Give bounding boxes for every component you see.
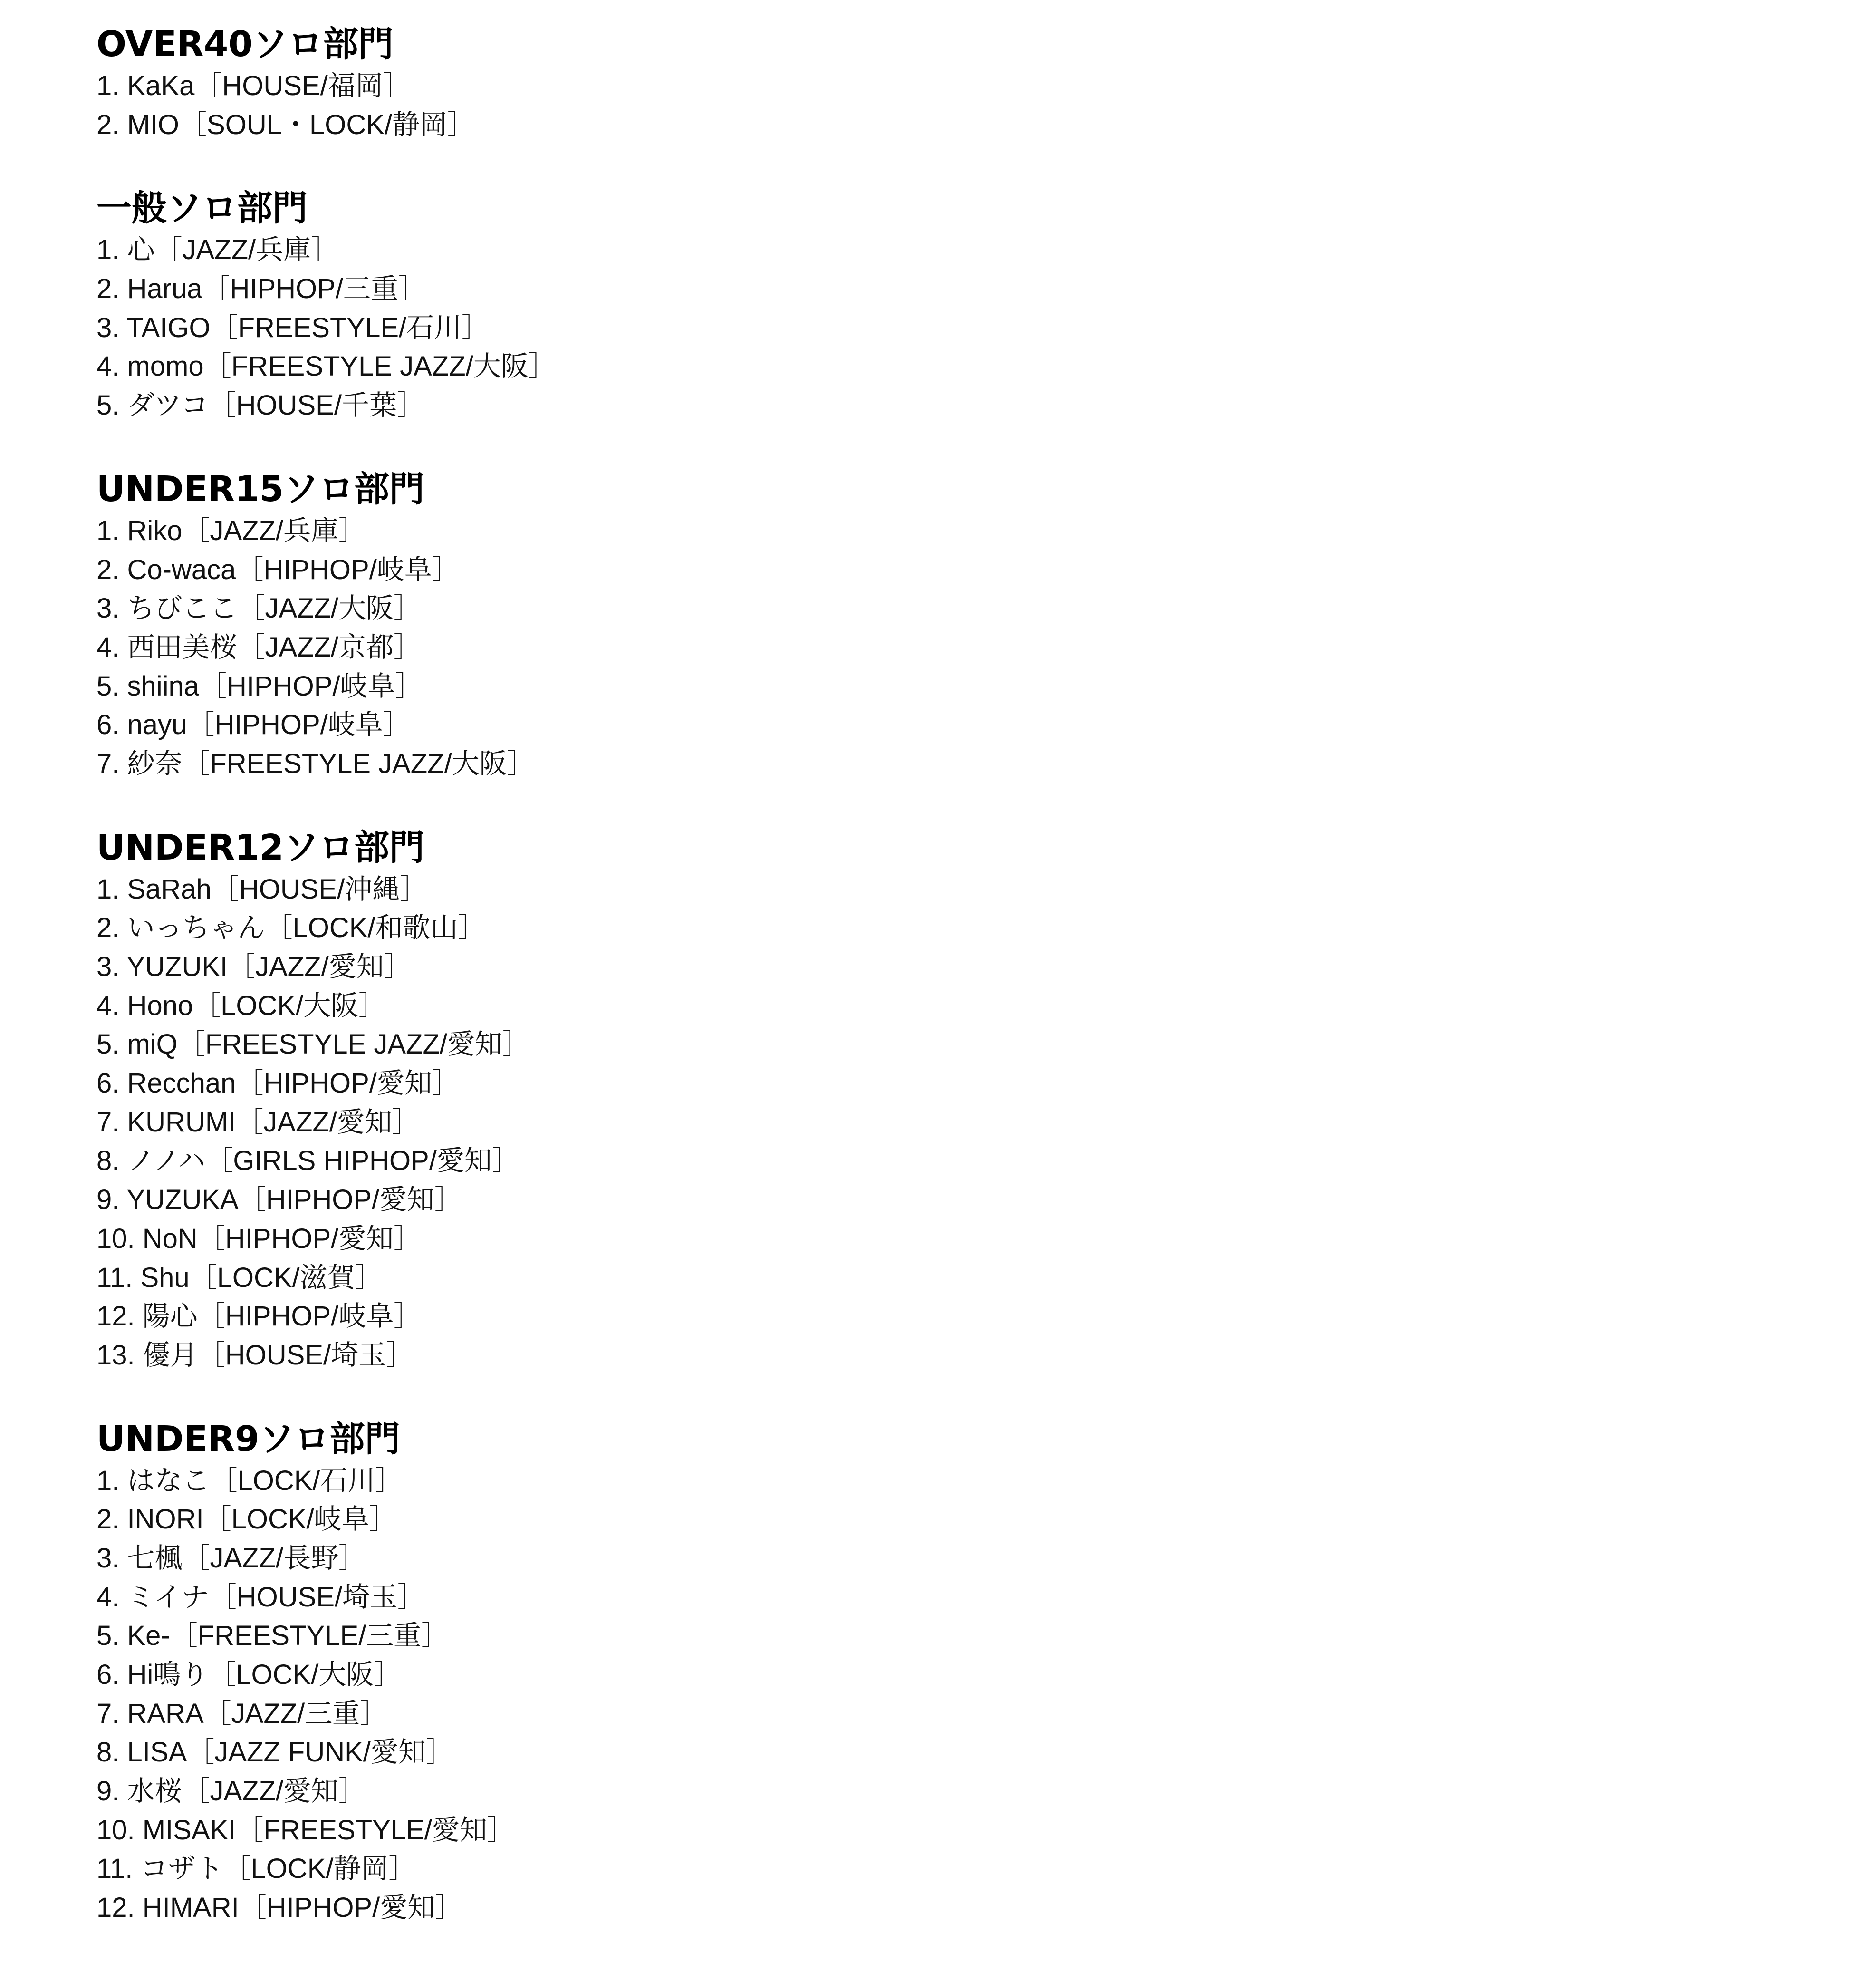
list-item: 8. LISA［JAZZ FUNK/愛知］ [96,1737,453,1768]
list-item: 2. Co-waca［HIPHOP/岐阜］ [96,554,460,585]
list-item: 5. ダツコ［HOUSE/千葉］ [96,390,424,421]
list-item: 2. MIO［SOUL・LOCK/静岡］ [96,109,475,140]
list-item: 3. ちびここ［JAZZ/大阪］ [96,593,422,624]
list-item: 4. Hono［LOCK/大阪］ [96,990,386,1021]
list-item: 5. shiina［HIPHOP/岐阜］ [96,670,423,702]
list-item: 2. いっちゃん［LOCK/和歌山］ [96,912,486,944]
entry-list [96,870,1808,1375]
list-item: 1. はなこ［LOCK/石川］ [96,1465,403,1496]
list-item: 12. 陽心［HIPHOP/岐阜］ [96,1301,422,1332]
list-item: 3. YUZUKI［JAZZ/愛知］ [96,951,412,982]
section-title: UNDER15ソロ部門 [96,468,424,510]
list-item: 3. TAIGO［FREESTYLE/石川］ [96,312,490,343]
list-item: 11. Shu［LOCK/滋賀］ [96,1262,383,1293]
list-item: 1. Riko［JAZZ/兵庫］ [96,515,366,546]
list-item: 7. KURUMI［JAZZ/愛知］ [96,1106,420,1138]
list-item: 3. 七楓［JAZZ/長野］ [96,1542,366,1574]
list-item: 2. Harua［HIPHOP/三重］ [96,273,426,305]
section-general-solo [96,188,1808,425]
section-title: 一般ソロ部門 [96,188,308,229]
section-title: UNDER12ソロ部門 [96,827,424,868]
entry-list [96,67,1808,144]
list-item: 13. 優月［HOUSE/埼玉］ [96,1339,414,1371]
list-item: 6. nayu［HIPHOP/岐阜］ [96,709,411,741]
list-item: 5. Ke-［FREESTYLE/三重］ [96,1620,449,1652]
list-item: 4. 西田美桜［JAZZ/京都］ [96,631,422,663]
list-item: 6. Hi鳴り［LOCK/大阪］ [96,1659,402,1690]
list-item: 1. 心［JAZZ/兵庫］ [96,234,339,266]
list-item: 4. momo［FREESTYLE JAZZ/大阪］ [96,351,556,382]
list-item: 1. KaKa［HOUSE/福岡］ [96,70,411,101]
list-item: 4. ミイナ［HOUSE/埼玉］ [96,1581,425,1613]
list-item: 6. Recchan［HIPHOP/愛知］ [96,1068,460,1099]
list-item: 10. MISAKI［FREESTYLE/愛知］ [96,1814,515,1846]
list-item: 9. 水桜［JAZZ/愛知］ [96,1776,366,1807]
section-under15-solo [96,469,1808,783]
section-under12-solo [96,827,1808,1375]
entry-list [96,1461,1808,1927]
list-item: 1. SaRah［HOUSE/沖縄］ [96,873,428,905]
section-over40-solo [96,24,1808,144]
list-item: 2. INORI［LOCK/岐阜］ [96,1504,397,1535]
list-item: 12. HIMARI［HIPHOP/愛知］ [96,1892,463,1924]
list-item: 5. miQ［FREESTYLE JAZZ/愛知］ [96,1029,530,1060]
entry-list [96,231,1808,425]
section-under9-solo [96,1419,1808,1927]
list-item: 10. NoN［HIPHOP/愛知］ [96,1223,422,1254]
list-item: 7. RARA［JAZZ/三重］ [96,1698,388,1729]
list-item: 7. 紗奈［FREESTYLE JAZZ/大阪］ [96,748,535,779]
section-title: UNDER9ソロ部門 [96,1418,400,1460]
list-item: 9. YUZUKA［HIPHOP/愛知］ [96,1184,462,1216]
entry-list [96,512,1808,783]
list-item: 11. コザト［LOCK/静岡］ [96,1853,416,1885]
section-title: OVER40ソロ部門 [96,24,394,65]
list-item: 8. ノノハ［GIRLS HIPHOP/愛知］ [96,1145,520,1177]
results-document [96,0,1808,1927]
